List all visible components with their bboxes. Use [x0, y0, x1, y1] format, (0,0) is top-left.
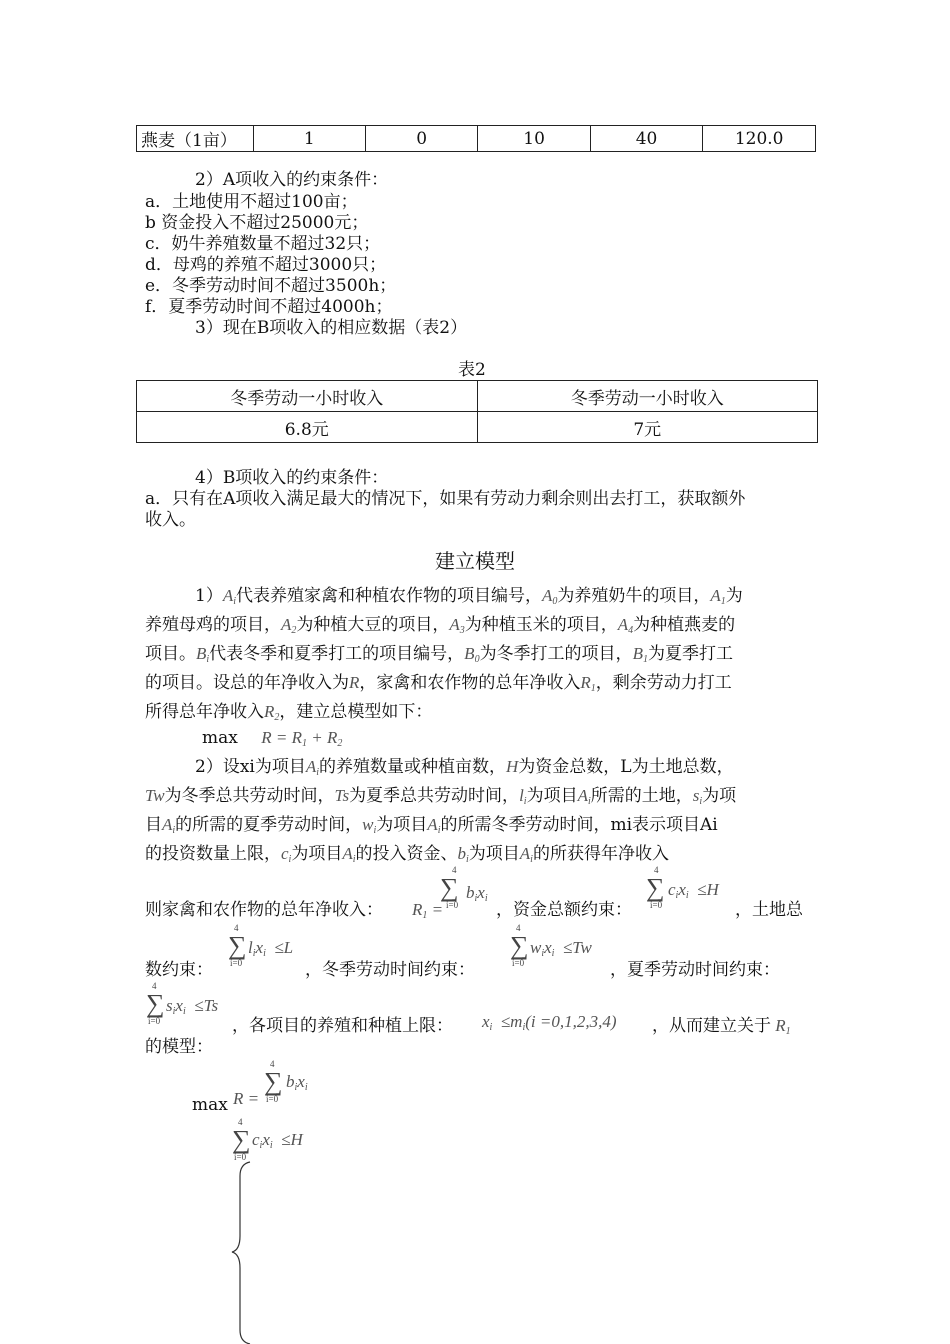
section-3-title: 3）现在B项收入的相应数据（表2）	[195, 318, 468, 338]
para-1-line-5: 所得总年净收入$R_2$，建立总模型如下：	[145, 702, 433, 723]
table-row	[137, 412, 818, 443]
constraint-b: b 资金投入不超过25000元；	[145, 213, 369, 233]
table-cell: 6.8元	[137, 412, 478, 443]
formula-upper-bound: $x_i \le m_i(i =0,1,2,3,4)$	[482, 1012, 617, 1033]
constraint-f: f．夏季劳动时间不超过4000h；	[145, 297, 393, 317]
section-2-title: 2）A项收入的约束条件：	[195, 170, 389, 190]
formula-summer-constraint: 4 ∑ $s_ix_i \le Ts$ i=0	[146, 981, 219, 1026]
table-header: 冬季劳动一小时收入	[137, 381, 478, 412]
constraint-e: e．冬季劳动时间不超过3500h；	[145, 276, 397, 296]
para-2-line-1: 2）设xi为项目$A_i$的养殖数量或种植亩数，H为资金总数，L为土地总数，	[195, 757, 734, 778]
section-4-title: 4）B项收入的约束条件：	[195, 468, 389, 488]
para-2-line-4: 的投资数量上限，$c_i$为项目$A_i$的投入资金、$b_i$为项目$A_i$的所获得年净收入	[145, 844, 669, 865]
table-header: 冬季劳动一小时收入	[477, 381, 818, 412]
math-total-objective: $R = R_1 + R_2$	[261, 728, 343, 749]
math-Bi: $B_i$	[196, 644, 210, 665]
math-Ai: $A_i$	[222, 586, 236, 607]
para-3-line-3-b: ，从而建立关于 $R_1$	[652, 1016, 791, 1037]
para-1-line-4: 的项目。设总的年净收入为R，家禽和农作物的总年净收入$R_1$，剩余劳动力打工	[145, 673, 732, 694]
constraint-b-text-cont: 收入。	[145, 510, 196, 530]
formula-constraint-capital-final: 4 ∑ $c_ix_i \le H$ i=0	[232, 1117, 303, 1162]
math-Tw: Tw	[145, 786, 165, 805]
table-row	[137, 126, 816, 152]
math-Ai: $A_i$	[427, 815, 441, 836]
formula-land-constraint: 4 ∑ $l_ix_i \le L$ i=0	[228, 923, 294, 968]
math-Ai: $A_i$	[305, 757, 320, 778]
math-B0: $B_0$	[464, 644, 480, 665]
math-Ai: $A_i$	[577, 786, 591, 807]
math-wi: $w_i$	[362, 815, 377, 836]
total-model-equation	[202, 726, 342, 756]
math-Ts: Ts	[334, 786, 350, 805]
formula-objective-sum: 4 ∑ $b_ix_i$ i=0	[264, 1059, 308, 1104]
math-ci: $c_i$	[281, 844, 292, 865]
constraint-b-text: a．只有在A项收入满足最大的情况下，如果有劳动力剩余则出去打工，获取额外	[145, 489, 746, 509]
formula-R1-sum: 4 ∑ $b_ix_i$ i=0	[440, 865, 488, 910]
math-A2: $A_2$	[281, 615, 297, 636]
math-R1: $R_1$	[771, 1016, 791, 1037]
math-B1: $B_1$	[632, 644, 648, 665]
para-1-line-3: 项目。$B_i$代表冬季和夏季打工的项目编号，$B_0$为冬季打工的项目，$B_1$为夏季打工	[145, 644, 733, 665]
table-cell: 10	[478, 126, 590, 152]
math-R1-eq: $R_1$ =	[412, 900, 444, 921]
para-3-line-1: 则家禽和农作物的总年净收入：	[145, 900, 383, 920]
math-A4: $A_4$	[617, 615, 634, 636]
para-3-line-2: 数约束：	[145, 960, 213, 980]
table-row	[137, 381, 818, 412]
para-2-line-2: Tw为冬季总共劳动时间，Ts为夏季总共劳动时间，$l_i$为项目$A_i$所需的土地，$s_i$为项	[145, 786, 737, 807]
math-bi: $b_i$	[457, 844, 469, 865]
para-1-line-2: 养殖母鸡的项目，$A_2$为种植大豆的项目，$A_3$为种植玉米的项目，$A_4$为种植燕麦的	[145, 615, 736, 636]
para-2-line-3: 目$A_i$的所需的夏季劳动时间，$w_i$为项目$A_i$的所需冬季劳动时间，mi表示项目Ai	[145, 815, 718, 836]
model-heading: 建立模型	[435, 549, 515, 573]
math-A3: $A_3$	[449, 615, 465, 636]
math-si: $s_i$	[692, 786, 703, 807]
table-cell: 40	[590, 126, 702, 152]
para-3-line-1-b: ，资金总额约束：	[496, 900, 632, 920]
table-2-caption: 表2	[458, 360, 486, 380]
math-Ai: $A_i$	[519, 844, 533, 865]
math-R: R	[349, 673, 360, 692]
math-R-final: R =	[233, 1089, 260, 1108]
math-H: H	[506, 757, 519, 776]
table-cell: 0	[365, 126, 477, 152]
formula-winter-constraint: 4 ∑ $w_ix_i \le Tw$ i=0	[510, 923, 592, 968]
table-cell: 1	[253, 126, 365, 152]
constraint-c: c．奶牛养殖数量不超过32只；	[145, 234, 381, 254]
para-3-line-1-c: ，土地总	[735, 900, 803, 920]
math-Ai: $A_i$	[162, 815, 176, 836]
math-li: $l_i$	[519, 786, 527, 807]
table-2	[136, 380, 818, 443]
max-label: max	[202, 728, 238, 748]
constraint-a: a．土地使用不超过100亩；	[145, 192, 358, 212]
constraint-d: d．母鸡的养殖不超过3000只；	[145, 255, 387, 275]
math-Ai: $A_i$	[342, 844, 356, 865]
max-label-final: max	[192, 1095, 228, 1115]
math-R1: $R_1$	[580, 673, 596, 694]
para-3-line-2-c: ，夏季劳动时间约束：	[610, 960, 780, 980]
math-A1: $A_1$	[710, 586, 726, 607]
math-R2: $R_2$	[264, 702, 280, 723]
math-A0: $A_0$	[542, 586, 558, 607]
constraint-brace	[228, 1160, 258, 1344]
para-3-line-2-b: ，冬季劳动时间约束：	[305, 960, 475, 980]
table-cell: 7元	[477, 412, 818, 443]
para-3-line-4: 的模型：	[145, 1037, 213, 1057]
table-cell: 120.0	[703, 126, 816, 152]
table-1-fragment	[136, 125, 816, 152]
formula-capital-constraint: 4 ∑ $c_ix_i \le H$ i=0	[646, 865, 719, 910]
para-3-line-3: ，各项目的养殖和种植上限：	[232, 1016, 453, 1036]
table-cell: 燕麦（1亩）	[137, 126, 254, 152]
para-1-line-1: $1)A_i$代表养殖家禽和种植农作物的项目编号，$A_0$为养殖奶牛的项目，$A_1$为	[195, 586, 743, 607]
